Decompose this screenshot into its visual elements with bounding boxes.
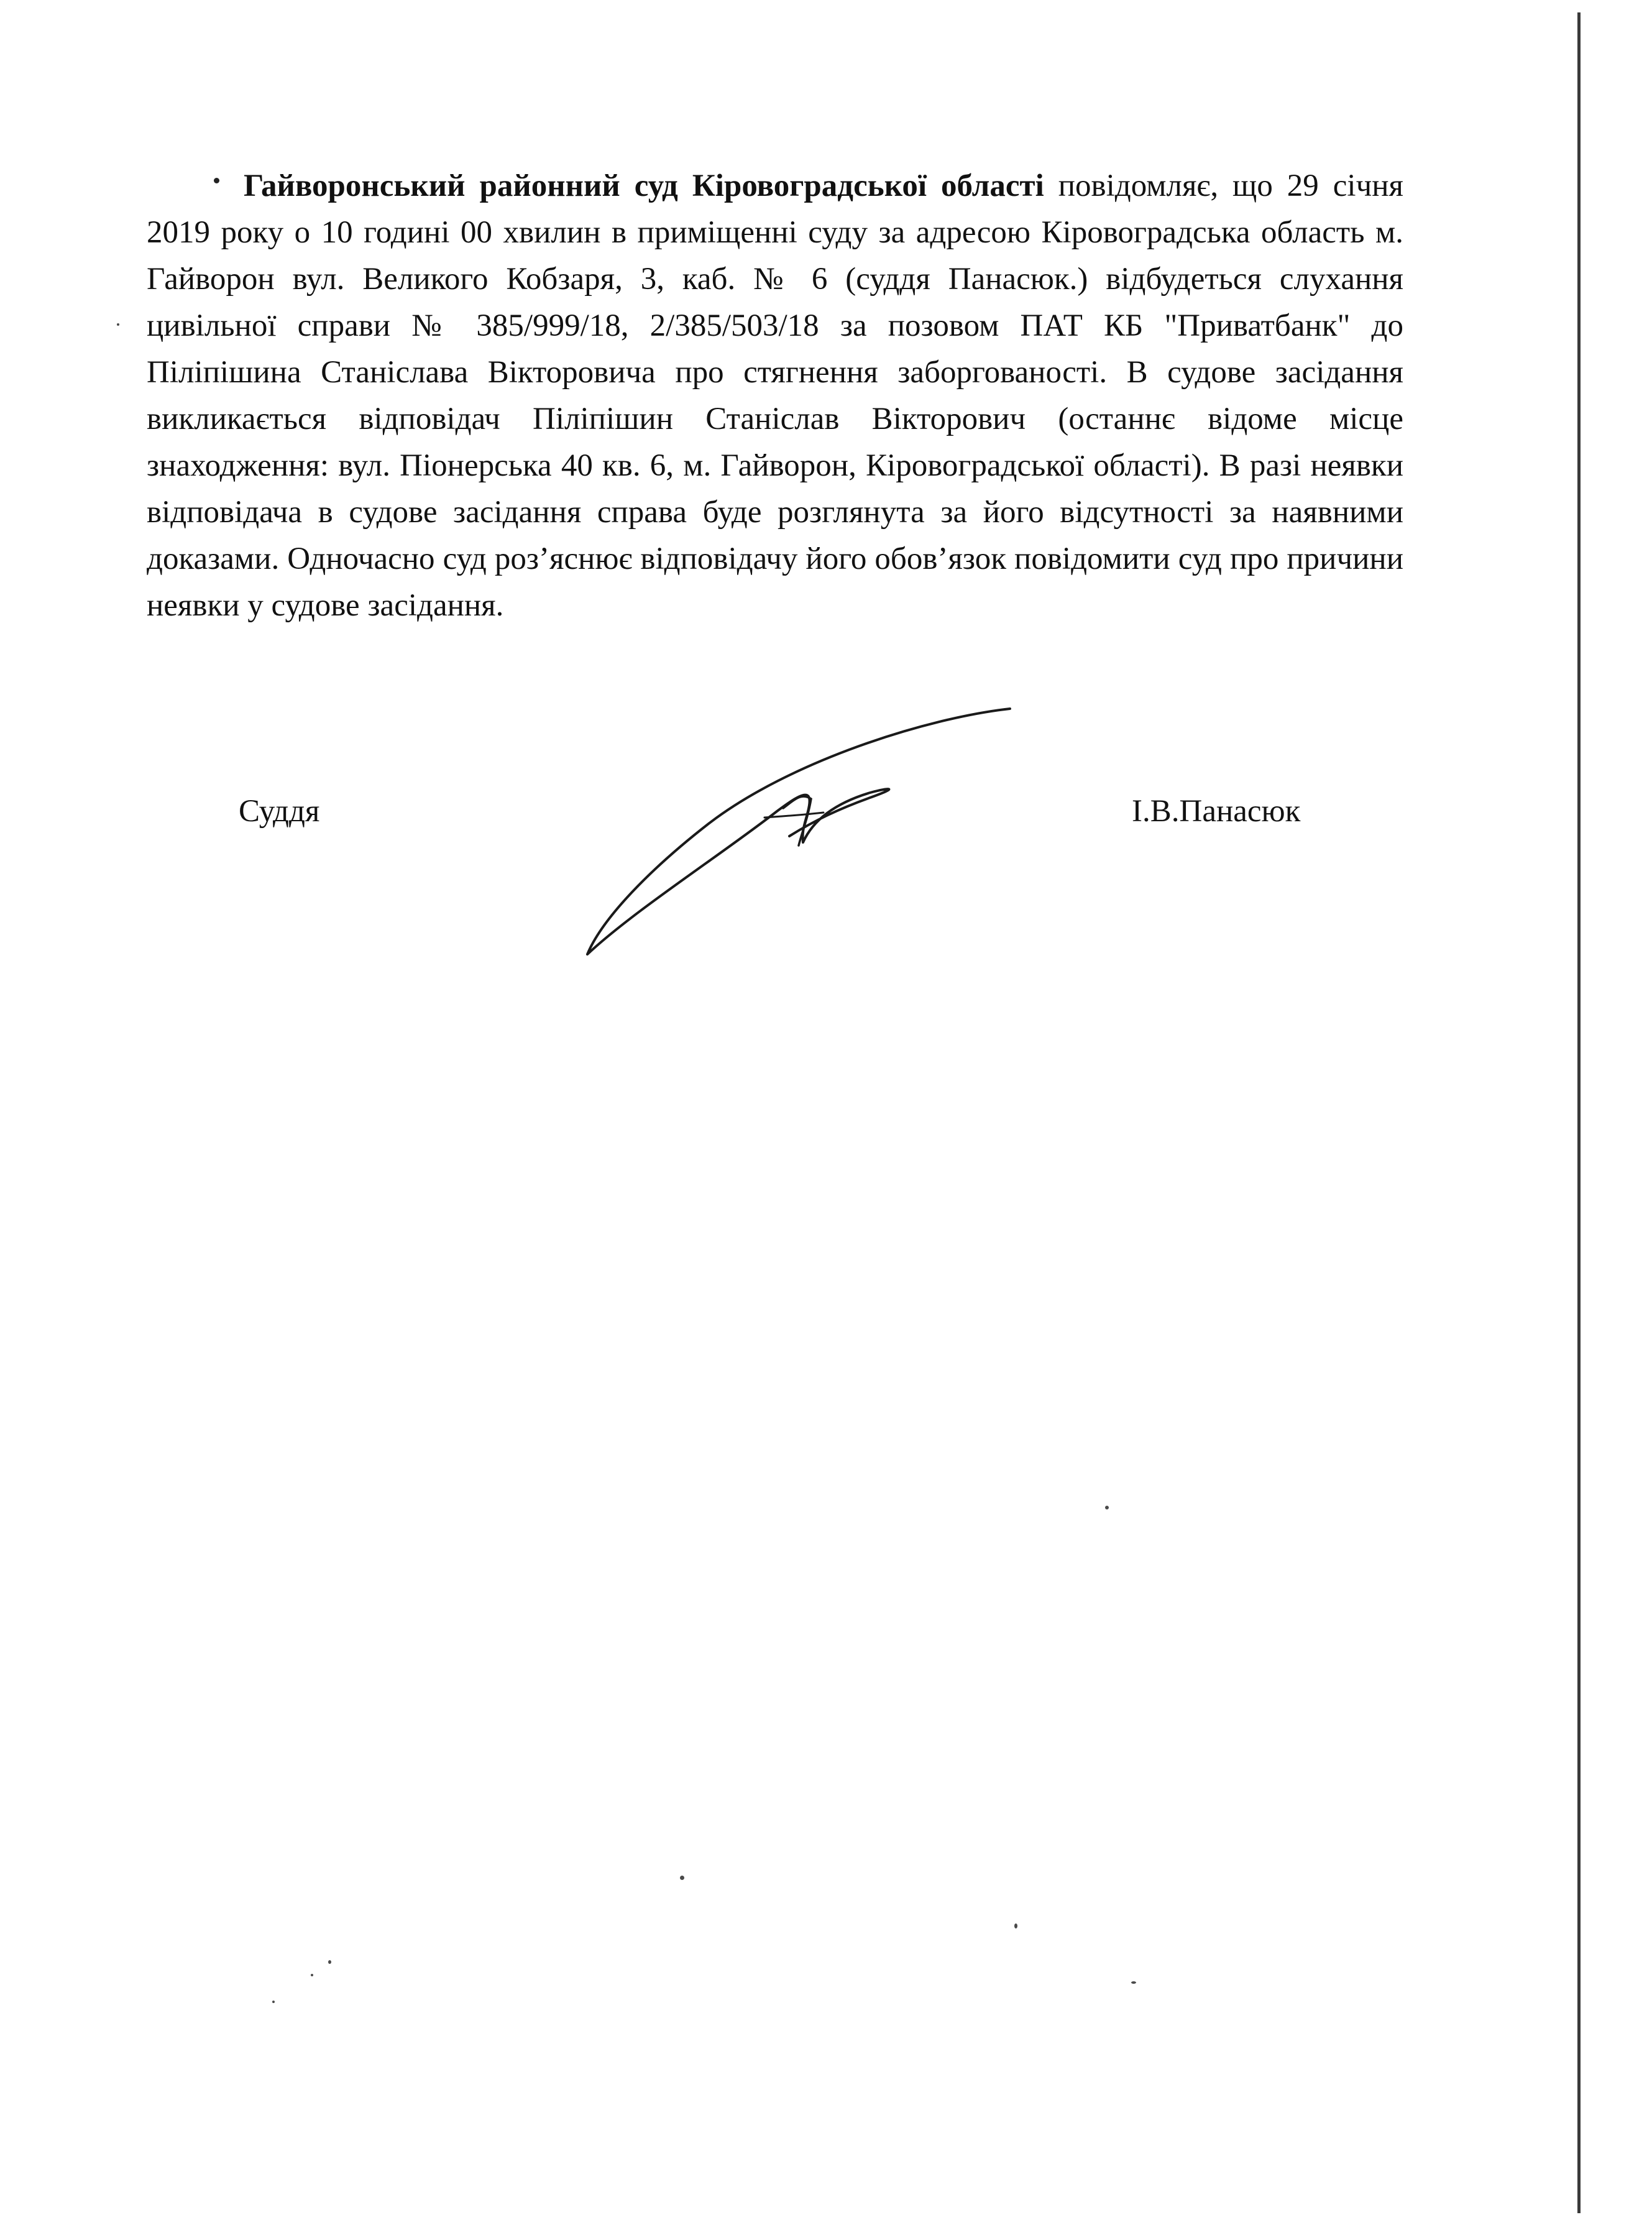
scan-speck: [1105, 1506, 1109, 1509]
notice-body: повідомляє, що 29 січня 2019 року о 10 годині 00 хвилин в приміщенні суду за адресою Кіровоградська область м. Гайворон вул. Великого Кобзаря, 3, каб. № 6 (суддя Панасюк.) відбудеться слухання цивільної справи № 385/999/18, 2/385/503/18 за позовом ПАТ КБ "Приватбанк" до Пiлiпiшина Станiслава Вiкторовича про стягнення заборгованостi. В судове засiдання викликається вiдповiдач Пiлiпiшин Станiслав Вiкторович (останнє вiдоме мiсце знаходження: вул. Пiонерська 40 кв. 6, м. Гайворон, Кiровоградської областi). В разi неявки вiдповiдача в судове засiдання справа буде розглянута за його вiдсутностi за наявними доказами. Одночасно суд роз’яснює вiдповiдачу його обов’язок повiдомити суд про причини неявки у судове засiдання.: [147, 168, 1403, 623]
scan-speck: [311, 1974, 313, 1976]
court-name: Гайворонський районний суд Кіровоградської області: [244, 168, 1044, 203]
scan-speck: [1131, 1981, 1136, 1984]
scan-speck: [680, 1876, 684, 1880]
judge-title: Суддя: [239, 794, 320, 829]
judge-name: І.В.Панасюк: [1132, 794, 1301, 829]
signature-image: [578, 693, 1013, 967]
scan-edge-line: [1577, 12, 1581, 2213]
notice-paragraph: [147, 163, 1403, 629]
scan-speck: [328, 1960, 331, 1964]
scan-speck: [272, 2001, 275, 2003]
scan-speck: [117, 323, 119, 326]
scan-speck: [1014, 1923, 1017, 1928]
